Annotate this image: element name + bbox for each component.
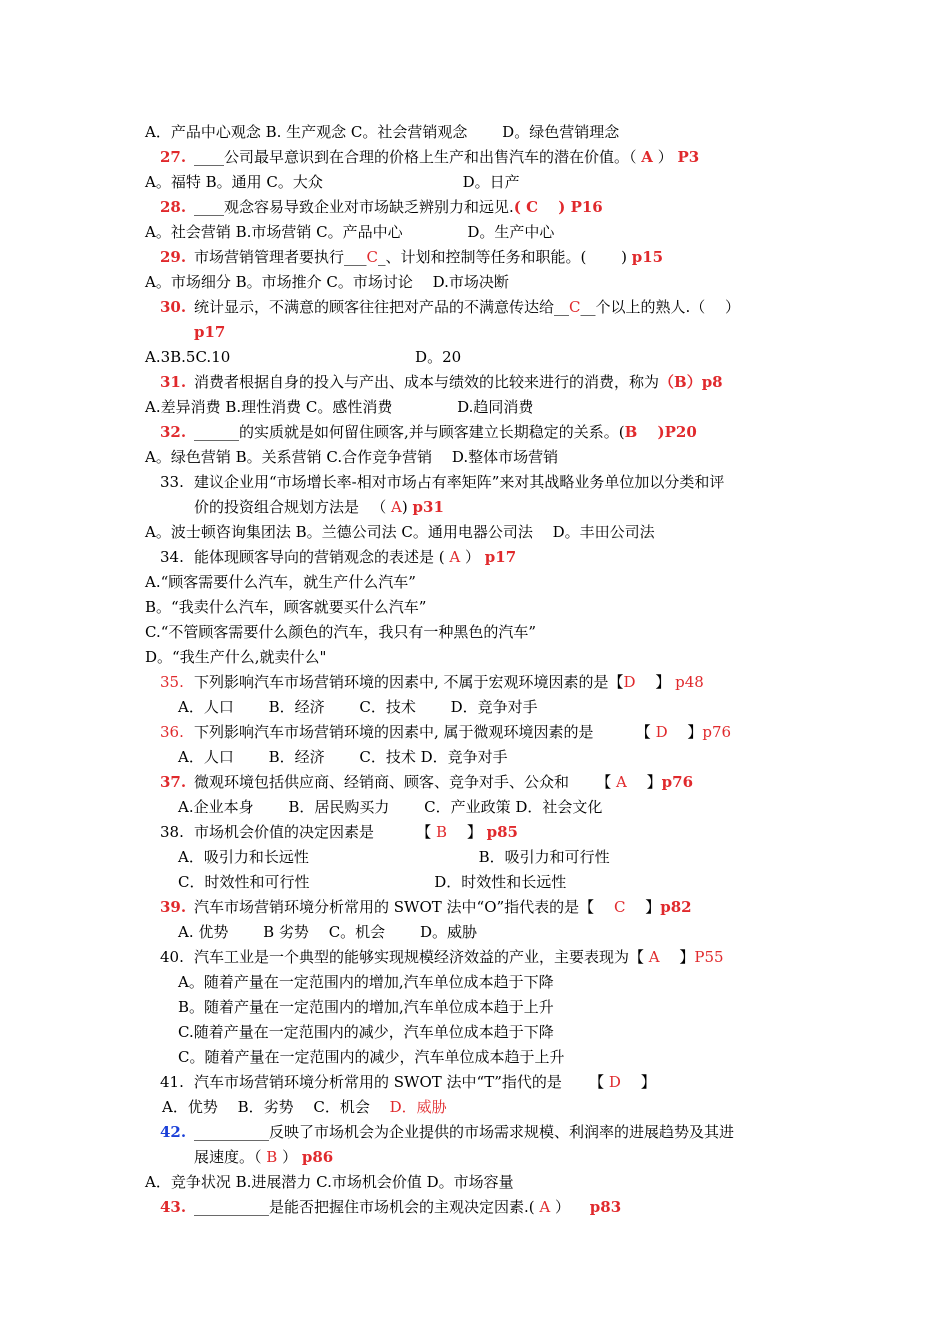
line-text: 价的投资组合规划方法是 （ [194, 498, 392, 516]
question-line [160, 722, 731, 742]
line-text: ) [401, 498, 413, 516]
question-number: 28. [160, 198, 187, 216]
line-text: 市场机会价值的决定因素是 【 [194, 823, 437, 841]
line-text: A.差异消费 B.理性消费 C。感性消费 D.趋同消费 [145, 398, 534, 416]
line-text: ______的实质就是如何留住顾客,并与顾客建立长期稳定的关系。( [194, 423, 625, 441]
text-line [145, 172, 520, 192]
question-number: 30. [160, 298, 187, 316]
answer-mark: B [266, 1148, 278, 1166]
answer-mark: （B）p8 [659, 373, 723, 391]
answer-mark: p31 [412, 498, 444, 516]
line-text: ） [460, 548, 485, 566]
line-text: A．产品中心观念 B. 生产观念 C。社会营销观念 D。绿色营销理念 [145, 123, 620, 141]
answer-mark: A [539, 1198, 551, 1216]
line-text: ） [550, 1198, 590, 1216]
question-number: 35. [160, 673, 184, 691]
answer-mark: C [569, 298, 581, 316]
line-text: 】 [625, 898, 661, 916]
line-text: 微观环境包括供应商、经销商、顾客、竞争对手、公众和 【 [194, 773, 617, 791]
answer-mark: p76 [661, 773, 694, 791]
question-number: 42. [160, 1123, 187, 1141]
answer-mark: C [366, 248, 378, 266]
answer-mark: p82 [660, 898, 692, 916]
answer-mark: P16 [570, 198, 603, 216]
answer-mark: A [641, 148, 653, 166]
question-number: 41. [160, 1073, 184, 1091]
line-text: 汽车工业是一个典型的能够实现规模经济效益的产业，主要表现为【 [194, 948, 649, 966]
text-line [145, 522, 655, 542]
question-line [160, 472, 724, 492]
question-line [160, 147, 699, 167]
line-text: ____公司最早意识到在合理的价格上生产和出售汽车的潜在价值。（ [194, 148, 642, 166]
line-text: 】 [626, 773, 662, 791]
line-text: ） [652, 148, 678, 166]
text-line [178, 847, 610, 867]
answer-mark: A [616, 773, 627, 791]
line-text: 】 [620, 1073, 656, 1091]
line-text: C。随着产量在一定范围内的减少，汽车单位成本趋于上升 [178, 1048, 565, 1066]
line-text: 汽车市场营销环境分析常用的 SWOT 法中“T”指代的是 【 [194, 1073, 609, 1091]
question-line [160, 772, 693, 792]
question-number: 38. [160, 823, 184, 841]
line-text: A．竞争状况 B.进展潜力 C.市场机会价值 D。市场容量 [145, 1173, 514, 1191]
question-number: 27. [160, 148, 187, 166]
line-text: 】 [667, 723, 703, 741]
question-number: 37. [160, 773, 187, 791]
answer-mark: p15 [631, 248, 664, 266]
line-text: A.企业本身 B．居民购买力 C．产业政策 D．社会文化 [178, 798, 603, 816]
line-text: 能体现顾客导向的营销观念的表述是 ( [194, 548, 450, 566]
line-text: C.“不管顾客需要什么颜色的汽车，我只有一种黑色的汽车” [145, 623, 537, 641]
answer-mark: ( C ) [513, 198, 571, 216]
question-line [160, 897, 692, 917]
text-line [178, 747, 508, 767]
line-text: A. 优势 B 劣势 C。机会 D。威胁 [178, 923, 477, 941]
line-text: A.3B.5C.10 D。20 [145, 348, 462, 366]
text-line [178, 1047, 564, 1067]
answer-mark: D．威胁 [389, 1098, 447, 1116]
line-text: 】 [659, 948, 695, 966]
text-line [145, 647, 326, 667]
line-text: 汽车市场营销环境分析常用的 SWOT 法中“O”指代表的是【 [194, 898, 614, 916]
line-text: C．时效性和可行性 D．时效性和长远性 [178, 873, 567, 891]
line-text: A。随着产量在一定范围内的增加,汽车单位成本趋于下降 [178, 973, 554, 991]
line-text: 统计显示，不满意的顾客往往把对产品的不满意传达给__ [194, 298, 570, 316]
question-line [160, 672, 704, 692]
line-text: 下列影响汽车市场营销环境的因素中, 不属于宏观环境因素的是【 [194, 673, 624, 691]
line-text: ） [277, 1148, 302, 1166]
question-line [160, 1197, 621, 1217]
answer-mark: A [391, 498, 402, 516]
question-number: 36. [160, 723, 184, 741]
text-line [178, 872, 566, 892]
line-text: B。随着产量在一定范围内的增加,汽车单位成本趋于上升 [178, 998, 554, 1016]
line-text: ____观念容易导致企业对市场缺乏辨别力和远见. [194, 198, 514, 216]
answer-mark: B )P20 [624, 423, 697, 441]
line-text: 展速度。（ [194, 1148, 267, 1166]
line-text: A。福特 B。通用 C。大众 D。日产 [145, 173, 520, 191]
question-line [160, 372, 723, 392]
question-line [160, 1122, 734, 1142]
question-number: 29. [160, 248, 187, 266]
text-line [145, 572, 416, 592]
answer-mark: P3 [677, 148, 700, 166]
line-text: __________反映了市场机会为企业提供的市场需求规模、利润率的进展趋势及其进 [194, 1123, 735, 1141]
answer-mark: p48 [675, 673, 704, 691]
line-text: 】 [635, 673, 676, 691]
text-line [194, 1147, 333, 1167]
answer-mark: p83 [589, 1198, 622, 1216]
text-line [145, 397, 533, 417]
text-line [178, 972, 554, 992]
answer-mark: p86 [301, 1148, 334, 1166]
question-number: 43. [160, 1198, 187, 1216]
line-text: 消费者根据自身的投入与产出、成本与绩效的比较来进行的消费，称为 [194, 373, 660, 391]
line-text: C.随着产量在一定范围内的减少，汽车单位成本趋于下降 [178, 1023, 554, 1041]
text-line [162, 1097, 447, 1117]
line-text: __________是能否把握住市场机会的主观决定因素.( [194, 1198, 540, 1216]
line-text: _、计划和控制等任务和职能。( ) [378, 248, 632, 266]
question-line [160, 247, 663, 267]
line-text: A.“顾客需要什么汽车，就生产什么汽车” [145, 573, 416, 591]
text-line [194, 322, 225, 342]
line-text: 建议企业用“市场增长率-相对市场占有率矩阵”来对其战略业务单位加以分类和评 [194, 473, 725, 491]
line-text: A．人口 B．经济 C．技术 D．竞争对手 [178, 748, 508, 766]
question-number: 34. [160, 548, 184, 566]
text-line [178, 697, 538, 717]
question-line [160, 197, 603, 217]
text-line [145, 347, 461, 367]
line-text: 】 [447, 823, 487, 841]
text-line [178, 1022, 554, 1042]
line-text: 市场营销管理者要执行___ [194, 248, 367, 266]
answer-mark: p17 [484, 548, 517, 566]
question-line [160, 547, 516, 567]
answer-mark: C [613, 898, 626, 916]
text-line [178, 997, 554, 1017]
question-number: 39. [160, 898, 187, 916]
answer-mark: P55 [694, 948, 724, 966]
line-text: D。“我生产什么,就卖什么" [145, 648, 327, 666]
text-line [145, 622, 536, 642]
line-text: B。“我卖什么汽车，顾客就要买什么汽车” [145, 598, 427, 616]
question-line [160, 422, 697, 442]
line-text: A。市场细分 B。市场推介 C。市场讨论 D.市场决断 [145, 273, 509, 291]
answer-mark: A [449, 548, 461, 566]
text-line [145, 1172, 514, 1192]
text-line [145, 597, 426, 617]
text-line [145, 122, 619, 142]
line-text: A。绿色营销 B。关系营销 C.合作竞争营销 D.整体市场营销 [145, 448, 559, 466]
line-text: A。社会营销 B.市场营销 C。产品中心 D。生产中心 [145, 223, 555, 241]
question-line [160, 822, 518, 842]
question-number: 40. [160, 948, 184, 966]
line-text: A．吸引力和长远性 B．吸引力和可行性 [178, 848, 610, 866]
question-number: 32. [160, 423, 187, 441]
text-line [178, 922, 477, 942]
line-text: 下列影响汽车市场营销环境的因素中, 属于微观环境因素的是 【 [194, 723, 656, 741]
answer-mark: p76 [702, 723, 732, 741]
answer-mark: D [608, 1073, 621, 1091]
text-line [145, 272, 509, 292]
text-line [178, 797, 602, 817]
line-text: A．优势 B．劣势 C．机会 [162, 1098, 390, 1116]
line-text: __个以上的熟人.（ ） [580, 298, 741, 316]
question-number: 31. [160, 373, 187, 391]
line-text: A。波士顿咨询集团法 B。兰德公司法 C。通用电器公司法 D。丰田公司法 [145, 523, 655, 541]
answer-mark: p85 [486, 823, 518, 841]
text-line [145, 222, 554, 242]
text-line [194, 497, 444, 517]
answer-mark: D [623, 673, 636, 691]
question-line [160, 297, 740, 317]
line-text: A．人口 B．经济 C．技术 D．竞争对手 [178, 698, 538, 716]
answer-mark: p17 [194, 323, 226, 341]
question-line [160, 947, 724, 967]
answer-mark: B [436, 823, 448, 841]
question-number: 33. [160, 473, 184, 491]
answer-mark: D [655, 723, 668, 741]
text-line [145, 447, 558, 467]
question-line [160, 1072, 656, 1092]
answer-mark: A [648, 948, 660, 966]
